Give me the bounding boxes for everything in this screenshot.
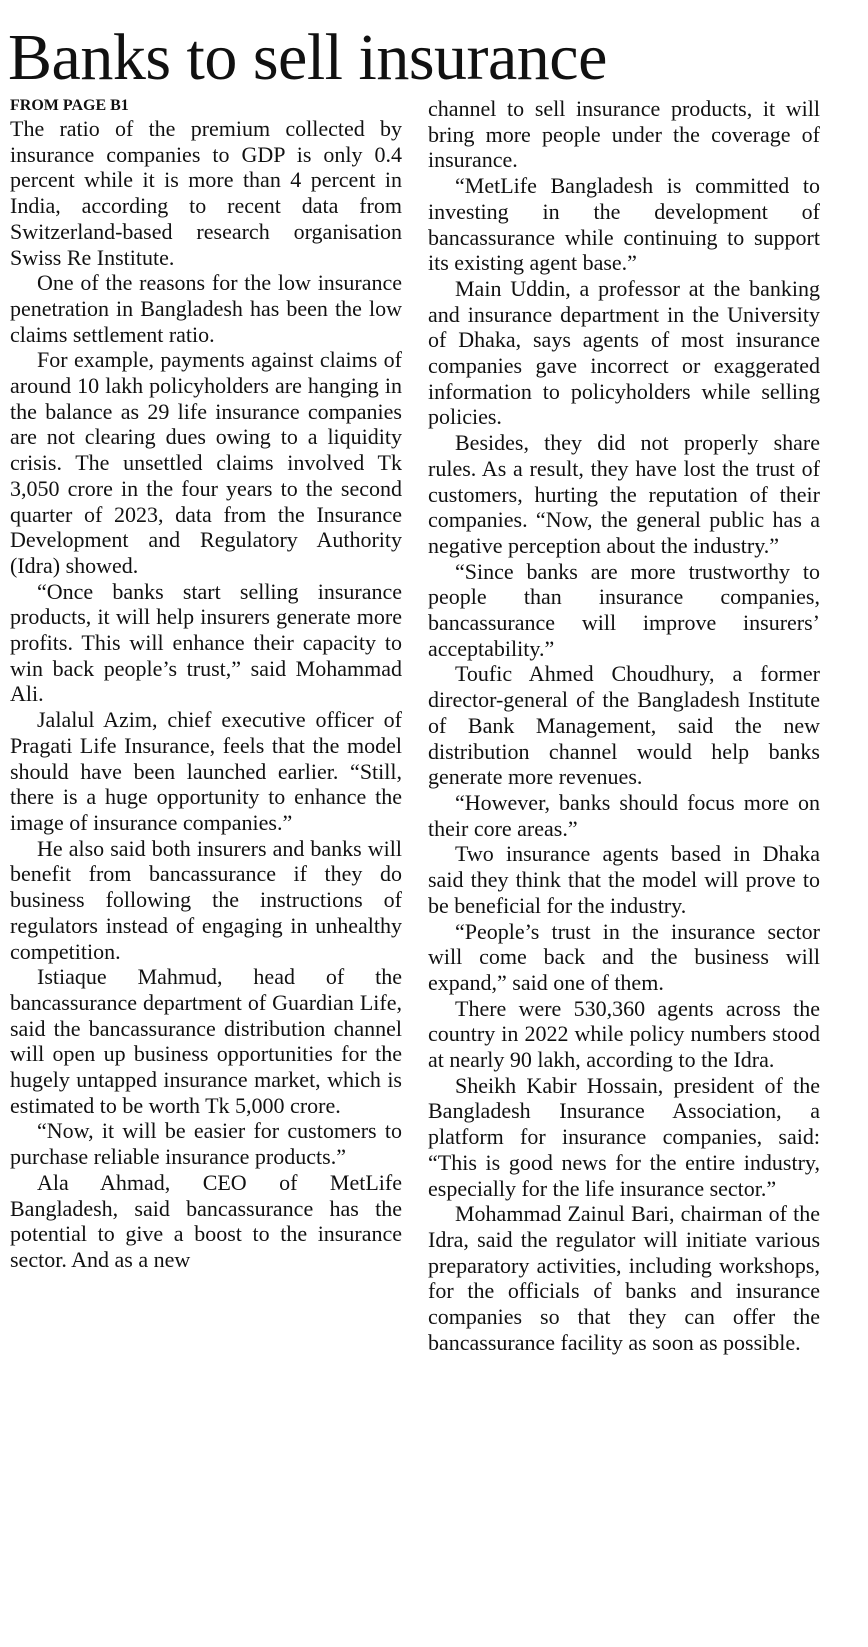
paragraph: Mohammad Zainul Bari, chairman of the Idra, said the regulator will initiate various preparatory activities, including workshops, for the officials of banks and insurance companies so that they can offer the bancassurance facility as soon as possible. (428, 1201, 820, 1355)
paragraph: Ala Ahmad, CEO of MetLife Bangladesh, said bancassurance has the potential to give a boost to the insurance sector. And as a new (10, 1169, 402, 1272)
paragraph: “However, banks should focus more on their core areas.” (428, 789, 820, 841)
paragraph: There were 530,360 agents across the country in 2022 while policy numbers stood at nearly 90 lakh, according to the Idra. (428, 995, 820, 1073)
paragraph: “Once banks start selling insurance products, it will help insurers generate more profits. This will enhance their capacity to win back people’s trust,” said Mohammad Ali. (10, 578, 402, 707)
paragraph: Two insurance agents based in Dhaka said they think that the model will prove to be beneficial for the industry. (428, 841, 820, 918)
paragraph: “MetLife Bangladesh is committed to investing in the development of bancassurance while continuing to support its existing agent base.” (428, 173, 820, 276)
paragraph: He also said both insurers and banks will benefit from bancassurance if they do business following the instructions of regulators instead of engaging in unhealthy competition. (10, 835, 402, 964)
continued-from-label: FROM PAGE B1 (10, 97, 129, 114)
paragraph: Besides, they did not properly share rules. As a result, they have lost the trust of customers, hurting the reputation of their companies. “Now, the general public has a negative perception about the industry.” (428, 430, 820, 558)
paragraph: Sheikh Kabir Hossain, president of the Bangladesh Insurance Association, a platform for insurance companies, said: “This is good news for the entire industry, especially for the life insurance sector.” (428, 1072, 820, 1201)
column-left (10, 96, 402, 1273)
headline: Banks to sell insurance (8, 21, 607, 94)
column-right (428, 96, 820, 1355)
paragraph: For example, payments against claims of around 10 lakh policyholders are hanging in the balance as 29 life insurance companies are not clearing dues owing to a liquidity crisis. The unsettled claims involved Tk 3,050 crore in the four years to the second quarter of 2023, data from the Insurance Development and Regulatory Authority (Idra) showed. (10, 347, 402, 578)
paragraph: Istiaque Mahmud, head of the bancassurance department of Guardian Life, said the bancassurance distribution channel will open up business opportunities for the hugely untapped insurance market, which is estimated to be worth Tk 5,000 crore. (10, 964, 402, 1118)
paragraph: “Since banks are more trustworthy to people than insurance companies, bancassurance will improve insurers’ acceptability.” (428, 558, 820, 661)
paragraph: “Now, it will be easier for customers to purchase reliable insurance products.” (10, 1118, 402, 1170)
paragraph: Toufic Ahmed Choudhury, a former director-general of the Bangladesh Institute of Bank Management, said the new distribution channel would help banks generate more revenues. (428, 661, 820, 790)
paragraph: The ratio of the premium collected by insurance companies to GDP is only 0.4 percent while it is more than 4 percent in India, according to recent data from Switzerland-based research organisation Swiss Re Institute. (10, 116, 402, 270)
paragraph: channel to sell insurance products, it will bring more people under the coverage of insurance. (428, 96, 820, 173)
paragraph: Main Uddin, a professor at the banking and insurance department in the University of Dhaka, says agents of most insurance companies gave incorrect or exaggerated information to policyholders while selling policies. (428, 275, 820, 430)
paragraph: One of the reasons for the low insurance penetration in Bangladesh has been the low claims settlement ratio. (10, 270, 402, 347)
paragraph: “People’s trust in the insurance sector will come back and the business will expand,” said one of them. (428, 918, 820, 995)
paragraph: Jalalul Azim, chief executive officer of Pragati Life Insurance, feels that the model should have been launched earlier. “Still, there is a huge opportunity to enhance the image of insurance companies.” (10, 707, 402, 835)
